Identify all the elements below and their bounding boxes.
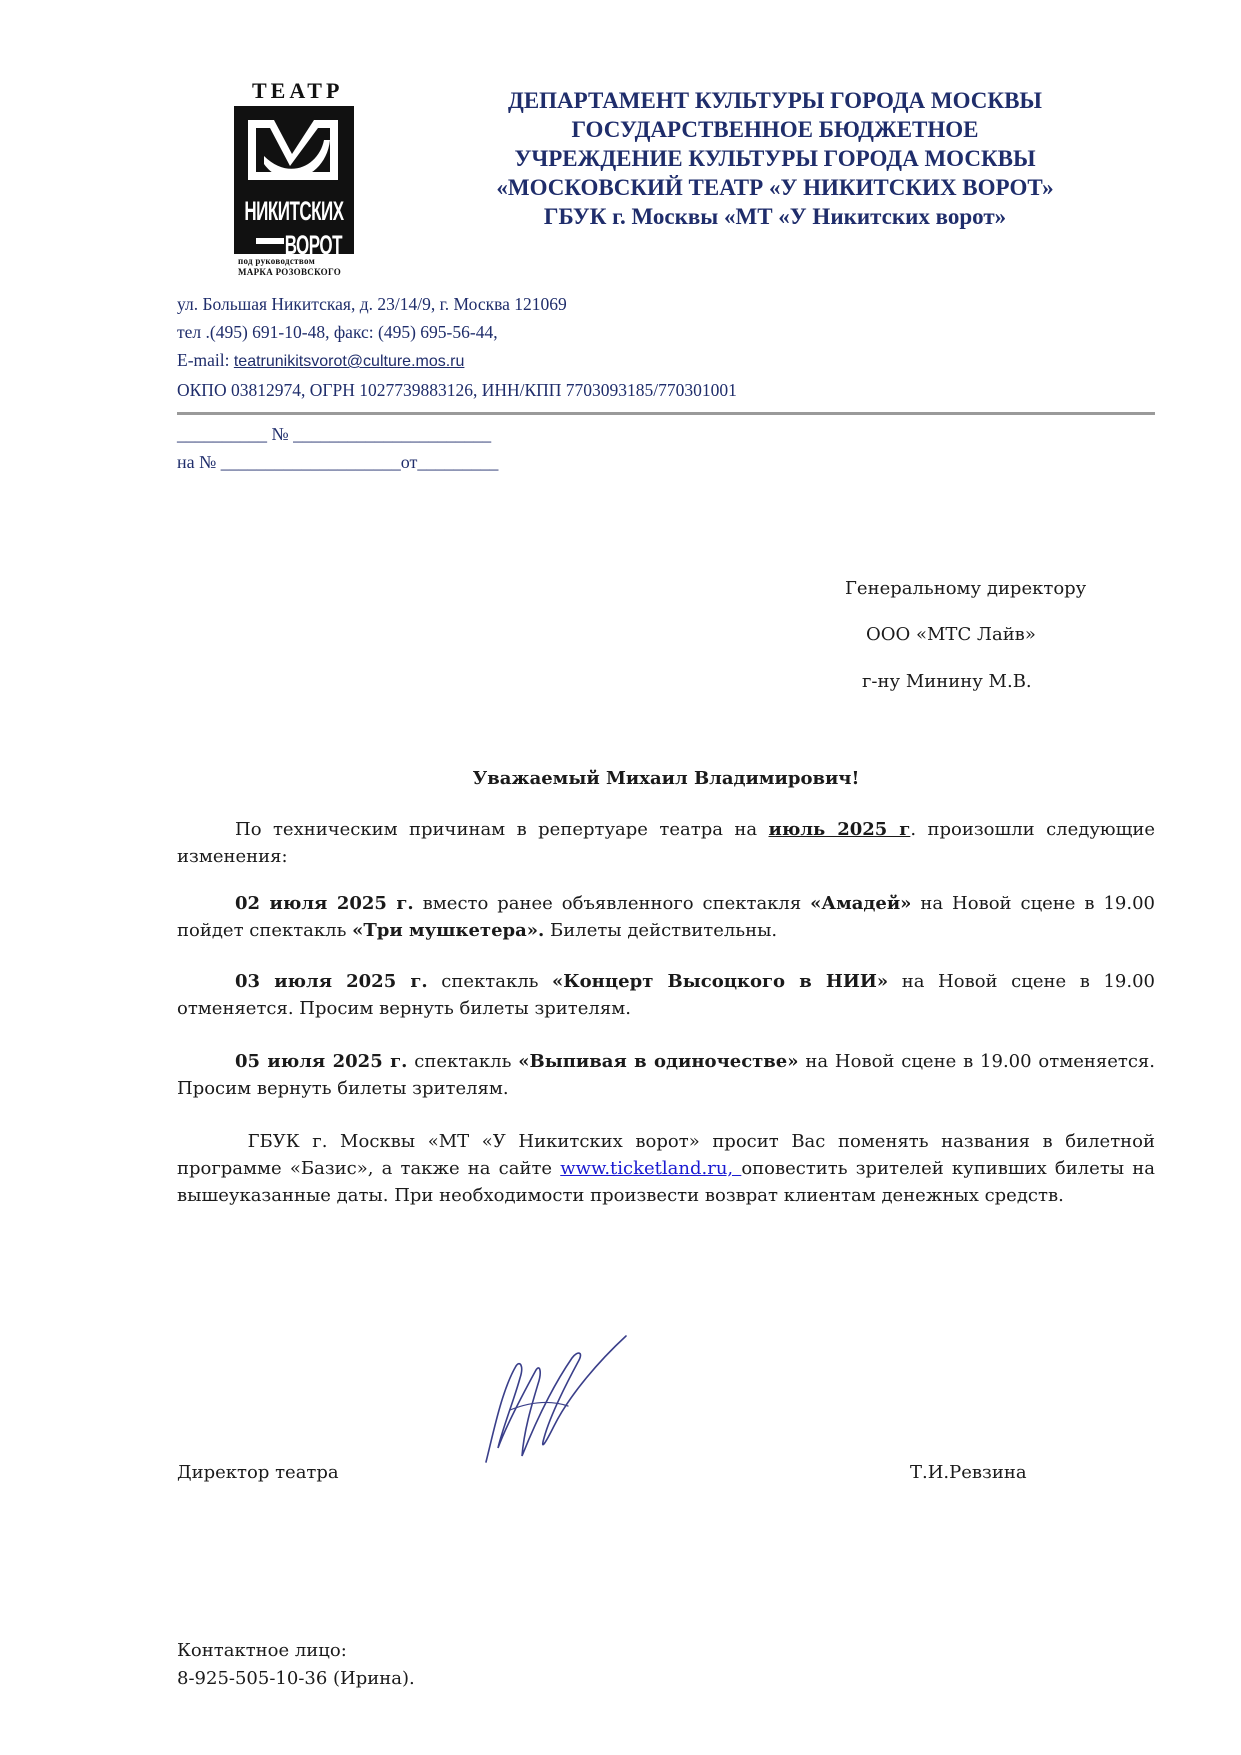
addressee-name: г-ну Минину М.В.	[862, 671, 1032, 692]
theatre-logo	[232, 78, 360, 280]
paragraph-change-1: 02 июля 2025 г. вместо ранее объявленного спектакля «Амадей» на Новой сцене в 19.00 пойдет спектакль «Три мушкетера». Билеты действительны.	[177, 893, 1156, 941]
contact-person-phone: 8-925-505-10-36 (Ирина).	[177, 1668, 415, 1689]
logo-top-text: ТЕАТР	[252, 78, 344, 103]
paragraph-intro: По техническим причинам в репертуаре театра на июль 2025 г. произошли следующие изменения:	[177, 819, 1155, 867]
ticketland-link[interactable]: www.ticketland.ru,	[560, 1158, 742, 1179]
logo-subtitle-2: МАРКА РОЗОВСКОГО	[238, 267, 342, 277]
email-link[interactable]: teatrunikitsvorot@culture.mos.ru	[233, 353, 465, 370]
outgoing-number-line: __________ № ______________________	[177, 424, 492, 444]
header-divider	[177, 412, 1155, 415]
header-line: ГОСУДАРСТВЕННОЕ БЮДЖЕТНОЕ	[571, 117, 979, 142]
letterhead-title	[445, 86, 1105, 231]
signatory-name: Т.И.Ревзина	[910, 1462, 1027, 1483]
email-line	[177, 346, 737, 376]
greeting: Уважаемый Михаил Владимирович!	[472, 768, 860, 789]
codes-line: ОКПО 03812974, ОГРН 1027739883126, ИНН/КПП 7703093185/770301001	[177, 380, 737, 400]
paragraph-change-3: 05 июля 2025 г. спектакль «Выпивая в одиночестве» на Новой сцене в 19.00 отменяется. Просим вернуть билеты зрителям.	[177, 1051, 1155, 1099]
header-line: ДЕПАРТАМЕНТ КУЛЬТУРЫ ГОРОДА МОСКВЫ	[508, 88, 1042, 113]
contact-block	[177, 290, 737, 404]
month-highlight: июль 2025 г	[768, 819, 911, 840]
phone-line: тел .(495) 691-10-48, факс: (495) 695-56-44,	[177, 322, 498, 342]
paragraph-request: ГБУК г. Москвы «МТ «У Никитских ворот» просит Вас поменять названия в билетной программе «Базис», а также на сайте www.ticketland.ru, оповестить зрителей купивших билеты на вышеуказанные даты. При необходимости произвести возврат клиентам денежных средств.	[177, 1131, 1155, 1206]
address-line: ул. Большая Никитская, д. 23/14/9, г. Москва 121069	[177, 294, 567, 314]
logo-word-vorot: ВОРОТ	[284, 230, 342, 261]
logo-word-nikitskih: НИКИТСКИХ	[244, 196, 344, 227]
header-line: УЧРЕЖДЕНИЕ КУЛЬТУРЫ ГОРОДА МОСКВЫ	[514, 146, 1036, 171]
incoming-number-line: на № ____________________от_________	[177, 452, 499, 472]
handwritten-signature	[480, 1330, 630, 1470]
addressee-position: Генеральному директору	[845, 578, 1087, 599]
email-label: E-mail:	[177, 350, 230, 370]
addressee-company: ООО «МТС Лайв»	[866, 624, 1036, 645]
header-line: ГБУК г. Москвы «МТ «У Никитских ворот»	[543, 204, 1007, 229]
signatory-position: Директор театра	[177, 1462, 339, 1483]
contact-person-label: Контактное лицо:	[177, 1640, 347, 1661]
header-line: «МОСКОВСКИЙ ТЕАТР «У НИКИТСКИХ ВОРОТ»	[496, 175, 1054, 200]
paragraph-change-2: 03 июля 2025 г. спектакль «Концерт Высоцкого в НИИ» на Новой сцене в 19.00 отменяется. Просим вернуть билеты зрителям.	[177, 971, 1155, 1019]
logo-subtitle-1: под руководством	[238, 256, 316, 266]
